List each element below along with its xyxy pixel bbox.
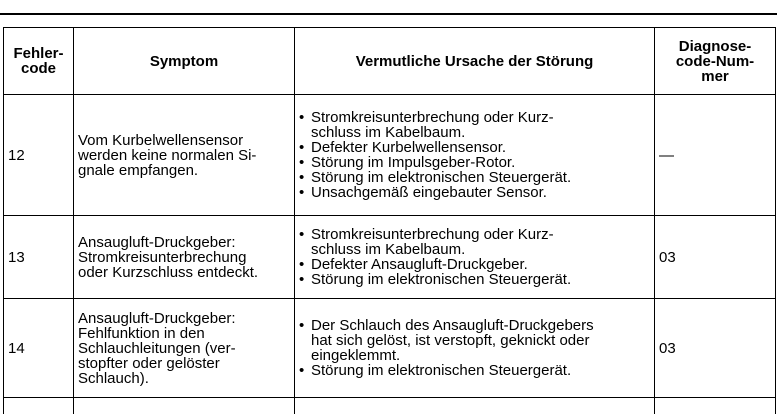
diagnosis-number-cell: 03 — [655, 216, 776, 299]
bullet-icon: • — [299, 185, 304, 200]
bullet-icon: • — [299, 110, 304, 125]
header-diagnosis-number: Diagnose- code-Num- mer — [655, 28, 776, 95]
cut-cell — [74, 398, 295, 414]
bullet-icon: • — [299, 140, 304, 155]
cause-list — [299, 318, 650, 378]
cause-item: • Unsachgemäß eingebauter Sensor. — [299, 185, 650, 200]
bullet-icon: • — [299, 272, 304, 287]
cause-item: • Der Schlauch des Ansaugluft-Druckgebers hat sich gelöst, ist verstopft, geknickt oder eingeklemmt. — [299, 318, 650, 363]
cause-item: • Defekter Kurbelwellensensor. — [299, 140, 650, 155]
header-row — [4, 28, 776, 95]
table-row — [4, 95, 776, 216]
bullet-icon: • — [299, 363, 304, 378]
cut-cell — [295, 398, 655, 414]
header-cause: Vermutliche Ursache der Störung — [295, 28, 655, 95]
header-symptom: Symptom — [74, 28, 295, 95]
bullet-icon: • — [299, 170, 304, 185]
error-code-cell: 12 — [4, 95, 74, 216]
cause-item: • Stromkreisunterbrechung oder Kurz- schluss im Kabelbaum. — [299, 110, 650, 140]
cause-item: • Störung im elektronischen Steuergerät. — [299, 170, 650, 185]
top-rule — [0, 13, 777, 15]
table-row — [4, 299, 776, 398]
cause-list — [299, 110, 650, 200]
symptom-cell: Ansaugluft-Druckgeber: Stromkreisunterbrechung oder Kurzschluss entdeckt. — [74, 216, 295, 299]
cause-item: • Defekter Ansaugluft-Druckgeber. — [299, 257, 650, 272]
cause-item: • Störung im elektronischen Steuergerät. — [299, 272, 650, 287]
cut-cell — [4, 398, 74, 414]
cause-item: • Störung im Impulsgeber-Rotor. — [299, 155, 650, 170]
bullet-icon: • — [299, 227, 304, 242]
bullet-icon: • — [299, 155, 304, 170]
bullet-icon: • — [299, 257, 304, 272]
table-row — [4, 216, 776, 299]
symptom-cell: Vom Kurbelwellensensor werden keine normalen Si- gnale empfangen. — [74, 95, 295, 216]
cause-cell — [295, 299, 655, 398]
diagnosis-number-cell: 03 — [655, 299, 776, 398]
diagnostic-table — [3, 27, 776, 414]
error-code-cell: 13 — [4, 216, 74, 299]
cause-list — [299, 227, 650, 287]
header-error-code: Fehler- code — [4, 28, 74, 95]
table-row-cut-off — [4, 398, 776, 414]
cause-cell — [295, 95, 655, 216]
symptom-cell: Ansaugluft-Druckgeber: Fehlfunktion in den Schlauchleitungen (ver- stopfter oder gelöster Schlauch). — [74, 299, 295, 398]
cause-item: • Stromkreisunterbrechung oder Kurz- schluss im Kabelbaum. — [299, 227, 650, 257]
error-code-cell: 14 — [4, 299, 74, 398]
bullet-icon: • — [299, 318, 304, 333]
diagnosis-number-cell: — — [655, 95, 776, 216]
cause-cell — [295, 216, 655, 299]
cut-cell — [655, 398, 776, 414]
cause-item: • Störung im elektronischen Steuergerät. — [299, 363, 650, 378]
